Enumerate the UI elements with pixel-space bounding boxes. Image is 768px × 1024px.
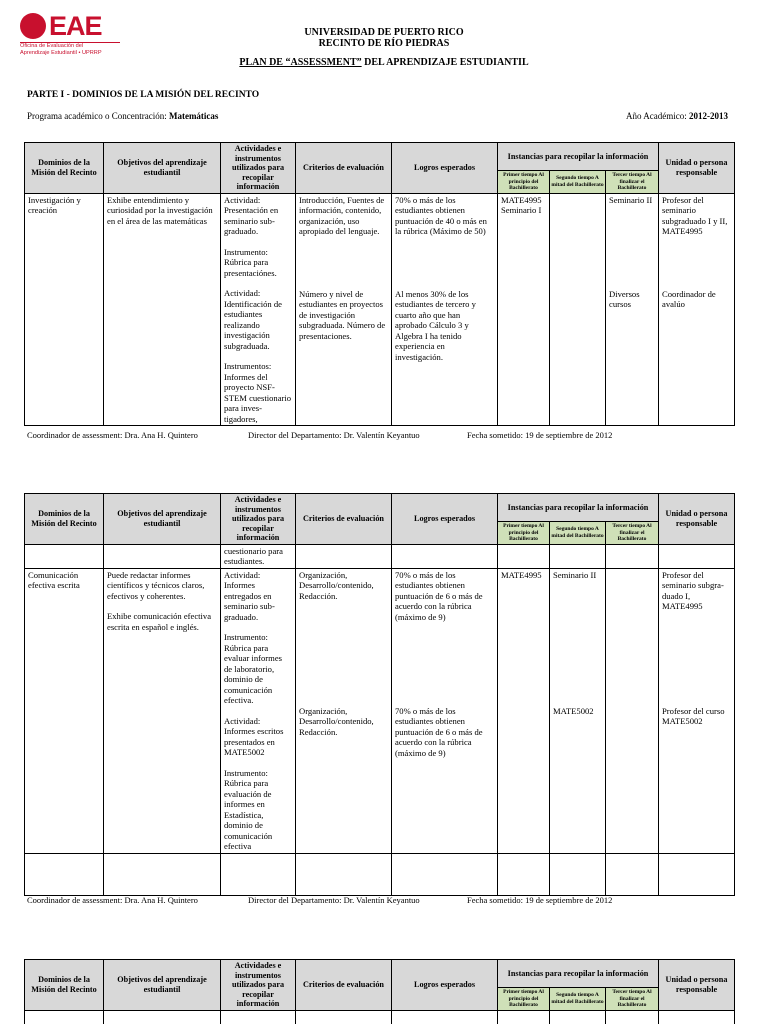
col-logros: Logros esperados	[392, 143, 498, 194]
col-tercer-tiempo: Tercer tiempo Al finalizar el Bachillerato	[606, 522, 659, 545]
col-actividades: Actividades e instrumentos utilizados para recopilar información	[221, 494, 296, 545]
assessment-table-3	[24, 959, 735, 1024]
col-dominios: Dominios de la Misión del Recinto	[25, 494, 104, 545]
cell-criterios	[296, 568, 392, 853]
unidad-2: Profesor del curso MATE5002	[662, 705, 725, 726]
col-dominios: Dominios de la Misión del Recinto	[25, 143, 104, 194]
col-actividades: Actividades e instrumentos utilizados para recopilar información	[221, 143, 296, 194]
cell-objetivo	[104, 568, 221, 853]
actividad-2: Actividad: Identificación de estudiantes realizando investigación subgraduada.	[224, 288, 282, 351]
col-objetivos: Objetivos del aprendizaje estudiantil	[104, 143, 221, 194]
footer-coordinador: Coordinador de assessment: Dra. Ana H. Quintero	[27, 895, 198, 905]
col-segundo-tiempo: Segundo tiempo A mitad del Bachillerato	[550, 988, 606, 1011]
footer-director: Director del Departamento: Dr. Valentín Keyantuo	[248, 895, 420, 905]
col-actividades: Actividades e instrumentos utilizados para recopilar información	[221, 960, 296, 1011]
plan-title	[0, 57, 768, 68]
program-value: Matemáticas	[168, 111, 219, 121]
logo-letters: EAE	[49, 11, 102, 41]
academic-year	[626, 111, 728, 121]
col-criterios: Criterios de evaluación	[296, 494, 392, 545]
objetivo-2: Exhibe comunicación efectiva escrita en español e inglés.	[107, 611, 212, 632]
campus-name: RECINTO DE RÍO PIEDRAS	[318, 38, 450, 49]
col-primer-tiempo: Primer tiempo Al principio del Bachillerato	[498, 171, 550, 194]
actividad-1: Actividad: Informes entregados en seminario sub-graduado.	[224, 569, 275, 622]
col-instancias: Instancias para recopilar la información	[498, 494, 659, 522]
instrumento-1: Instrumento: Rúbrica para evaluar informes de laboratorio, dominio de comunicación efectiva.	[224, 632, 282, 705]
tercer-2: Diversos cursos	[609, 288, 640, 309]
criterio-1: Introducción, Fuentes de información, contenido, organización, uso apropiado del lenguaje.	[299, 194, 385, 236]
logro-1: 70% o más de los estudiantes obtienen puntuación de 40 o más en la rúbrica (Máximo de 50)	[395, 194, 487, 236]
footer-fecha: Fecha sometido: 19 de septiembre de 2012	[467, 895, 613, 905]
assessment-table-2	[24, 493, 735, 896]
segundo-1: Seminario II	[553, 569, 597, 580]
criterio-2: Número y nivel de estudiantes en proyectos de investigación subgraduada. Número de presentaciones.	[299, 288, 386, 341]
academic-year-value: 2012-2013	[689, 111, 728, 121]
academic-year-label: Año Académico:	[626, 111, 689, 121]
cell-logros	[392, 193, 498, 426]
col-unidad: Unidad o persona responsable	[659, 143, 735, 194]
logro-2: Al menos 30% de los estudiantes de tercero y cuarto año que han aprobado Cálculo 3 y Algebra I ha tenido experiencia en investigación.	[395, 288, 476, 362]
col-objetivos: Objetivos del aprendizaje estudiantil	[104, 960, 221, 1011]
cell-actividades	[221, 193, 296, 426]
university-header	[0, 27, 768, 49]
unidad-1: Profesor del seminario subgraduado I y II, MATE4995	[662, 194, 728, 236]
logro-2: 70% o más de los estudiantes obtienen puntuación de 6 o más de acuerdo con la rúbrica (máximo de 9)	[395, 705, 483, 758]
col-segundo-tiempo: Segundo tiempo A mitad del Bachillerato	[550, 171, 606, 194]
logo-line-2: Aprendizaje Estudiantil • UPRRP	[20, 50, 102, 56]
university-name: UNIVERSIDAD DE PUERTO RICO	[304, 27, 464, 38]
cell-tercer	[606, 568, 659, 853]
cell-objetivo: Exhibe entendimiento y curiosidad por la investigación en el área de las matemáticas	[104, 193, 221, 426]
unidad-2: Coordinador de avalúo	[662, 288, 716, 309]
col-dominios: Dominios de la Misión del Recinto	[25, 960, 104, 1011]
segundo-2: MATE5002	[553, 705, 594, 716]
tercer-1: Seminario II	[609, 194, 653, 205]
cell-primer: MATE4995	[498, 568, 550, 853]
cell-logros	[392, 568, 498, 853]
unidad-1: Profesor del seminario subgra-duado I, MATE4995	[662, 569, 724, 611]
col-primer-tiempo: Primer tiempo Al principio del Bachillerato	[498, 988, 550, 1011]
footer-director: Director del Departamento: Dr. Valentín Keyantuo	[248, 430, 420, 440]
col-objetivos: Objetivos del aprendizaje estudiantil	[104, 494, 221, 545]
col-unidad: Unidad o persona responsable	[659, 960, 735, 1011]
col-instancias: Instancias para recopilar la información	[498, 143, 659, 171]
actividad-1: Actividad: Presentación en seminario sub-graduado.	[224, 194, 279, 236]
cell-tercer	[606, 193, 659, 426]
section-title: PARTE I - DOMINIOS DE LA MISIÓN DEL RECINTO	[27, 90, 260, 100]
col-unidad: Unidad o persona responsable	[659, 494, 735, 545]
footer-coordinador: Coordinador de assessment: Dra. Ana H. Quintero	[27, 430, 198, 440]
objetivo-1: Puede redactar informes científicos y técnicos claros, efectivos y coherentes.	[107, 569, 205, 601]
actividad-2: Actividad: Informes escritos presentados en MATE5002	[224, 715, 284, 757]
instrumento-1: Instrumento: Rúbrica para presentaciónes.	[224, 246, 277, 278]
col-criterios: Criterios de evaluación	[296, 960, 392, 1011]
col-tercer-tiempo: Tercer tiempo Al finalizar el Bachillerato	[606, 988, 659, 1011]
col-primer-tiempo: Primer tiempo Al principio del Bachillerato	[498, 522, 550, 545]
col-segundo-tiempo: Segundo tiempo A mitad del Bachillerato	[550, 522, 606, 545]
cell-unidad	[659, 193, 735, 426]
instrumento-2: Instrumentos: Informes del proyecto NSF-STEM cuestionario para inves-tigadores,	[224, 361, 292, 424]
cell-primer: MATE4995 Seminario I	[498, 193, 550, 426]
col-criterios: Criterios de evaluación	[296, 143, 392, 194]
col-logros: Logros esperados	[392, 960, 498, 1011]
cell-segundo	[550, 193, 606, 426]
cell-dominio: Comunicación efectiva escrita	[25, 568, 104, 853]
assessment-table-1	[24, 142, 735, 426]
cell-continuation: cuestionario para estudiantes.	[221, 544, 296, 568]
program-line	[27, 111, 218, 121]
col-tercer-tiempo: Tercer tiempo Al finalizar el Bachillerato	[606, 171, 659, 194]
cell-criterios	[296, 193, 392, 426]
plan-title-prefix: PLAN DE “ASSESSMENT”	[239, 57, 362, 68]
criterio-1: Organización, Desarrollo/contenido, Redacción.	[299, 569, 374, 601]
cell-actividades	[221, 568, 296, 853]
footer-fecha: Fecha sometido: 19 de septiembre de 2012	[467, 430, 613, 440]
col-instancias: Instancias para recopilar la información	[498, 960, 659, 988]
logo-line-1: Oficina de Evaluación del	[20, 42, 120, 50]
program-label: Programa académico o Concentración:	[27, 111, 169, 121]
plan-title-suffix: DEL APRENDIZAJE ESTUDIANTIL	[361, 57, 529, 68]
cell-segundo	[550, 568, 606, 853]
logro-1: 70% o más de los estudiantes obtienen puntuación de 6 o más de acuerdo con la rúbrica (máximo de 9)	[395, 569, 483, 622]
instrumento-2: Instrumento: Rúbrica para evaluación de informes en Estadística, dominio de comunicación efectiva	[224, 767, 273, 851]
criterio-2: Organización, Desarrollo/contenido, Redacción.	[299, 705, 374, 737]
col-logros: Logros esperados	[392, 494, 498, 545]
cell-unidad	[659, 568, 735, 853]
cell-dominio: Investigación y creación	[25, 193, 104, 426]
